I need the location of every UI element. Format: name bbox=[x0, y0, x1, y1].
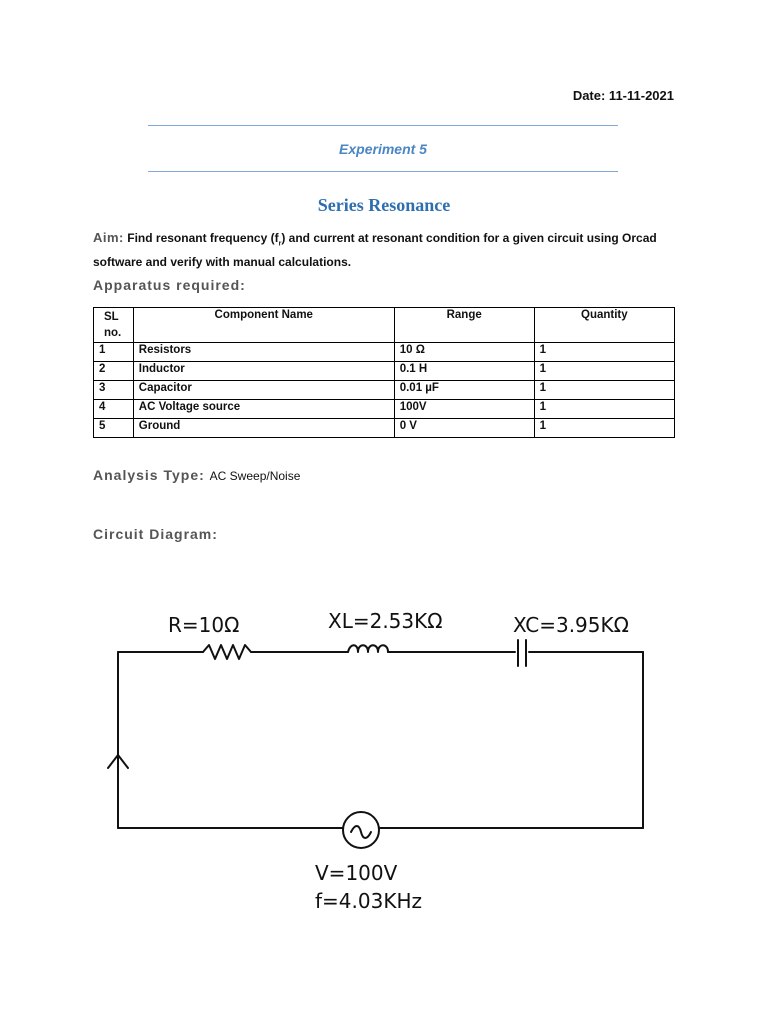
inductor-symbol bbox=[348, 645, 388, 652]
cell-quantity: 1 bbox=[534, 343, 674, 362]
aim-text-end: ) and current at resonant condition for a given circuit using Orcad software and verify with manual calculations. bbox=[93, 231, 657, 270]
date: Date: 11-11-2021 bbox=[572, 88, 674, 103]
table-row bbox=[94, 381, 675, 400]
apparatus-table bbox=[93, 307, 675, 438]
cell-range: 0.1 H bbox=[394, 362, 534, 381]
aim-paragraph bbox=[93, 229, 683, 271]
aim-subscript: r bbox=[278, 240, 282, 248]
cell-quantity: 1 bbox=[534, 400, 674, 419]
cell-range: 0 V bbox=[394, 419, 534, 438]
cell-component: AC Voltage source bbox=[133, 400, 394, 419]
cell-range: 10 Ω bbox=[394, 343, 534, 362]
cell-component: Capacitor bbox=[133, 381, 394, 400]
cell-sl: 5 bbox=[94, 419, 134, 438]
resistor-symbol bbox=[203, 645, 251, 659]
circuit-heading: Circuit Diagram: bbox=[93, 526, 218, 542]
analysis-type bbox=[93, 467, 300, 483]
voltage-label: V=100V bbox=[315, 861, 398, 885]
header-component: Component Name bbox=[133, 308, 394, 343]
analysis-label: Analysis Type: bbox=[93, 467, 205, 483]
header-sl-no: SL no. bbox=[94, 308, 134, 343]
table-header-row bbox=[94, 308, 675, 343]
experiment-number: Experiment 5 bbox=[339, 141, 427, 157]
frequency-label: f=4.03KHz bbox=[315, 889, 422, 913]
table-row bbox=[94, 362, 675, 381]
cell-sl: 2 bbox=[94, 362, 134, 381]
aim-label: Aim: bbox=[93, 230, 124, 245]
circuit-diagram bbox=[93, 590, 693, 920]
analysis-value: AC Sweep/Noise bbox=[209, 469, 301, 483]
cell-range: 100V bbox=[394, 400, 534, 419]
aim-text-start: Find resonant frequency (f bbox=[127, 231, 279, 245]
top-rule bbox=[148, 125, 618, 126]
bottom-rule bbox=[148, 171, 618, 172]
cell-quantity: 1 bbox=[534, 419, 674, 438]
resistor-label: R=10Ω bbox=[168, 613, 240, 637]
header-range: Range bbox=[394, 308, 534, 343]
cell-sl: 3 bbox=[94, 381, 134, 400]
table-row bbox=[94, 400, 675, 419]
cell-component: Inductor bbox=[133, 362, 394, 381]
cell-quantity: 1 bbox=[534, 362, 674, 381]
table-row bbox=[94, 343, 675, 362]
capacitor-reactance-label: XC=3.95KΩ bbox=[513, 613, 629, 637]
ac-source-wave bbox=[351, 826, 371, 838]
cell-range: 0.01 µF bbox=[394, 381, 534, 400]
cell-quantity: 1 bbox=[534, 381, 674, 400]
header-quantity: Quantity bbox=[534, 308, 674, 343]
cell-component: Ground bbox=[133, 419, 394, 438]
cell-component: Resistors bbox=[133, 343, 394, 362]
cell-sl: 4 bbox=[94, 400, 134, 419]
table-row bbox=[94, 419, 675, 438]
page-title: Series Resonance bbox=[317, 195, 451, 215]
apparatus-heading: Apparatus required: bbox=[93, 277, 246, 293]
inductor-reactance-label: XL=2.53KΩ bbox=[328, 609, 443, 633]
cell-sl: 1 bbox=[94, 343, 134, 362]
